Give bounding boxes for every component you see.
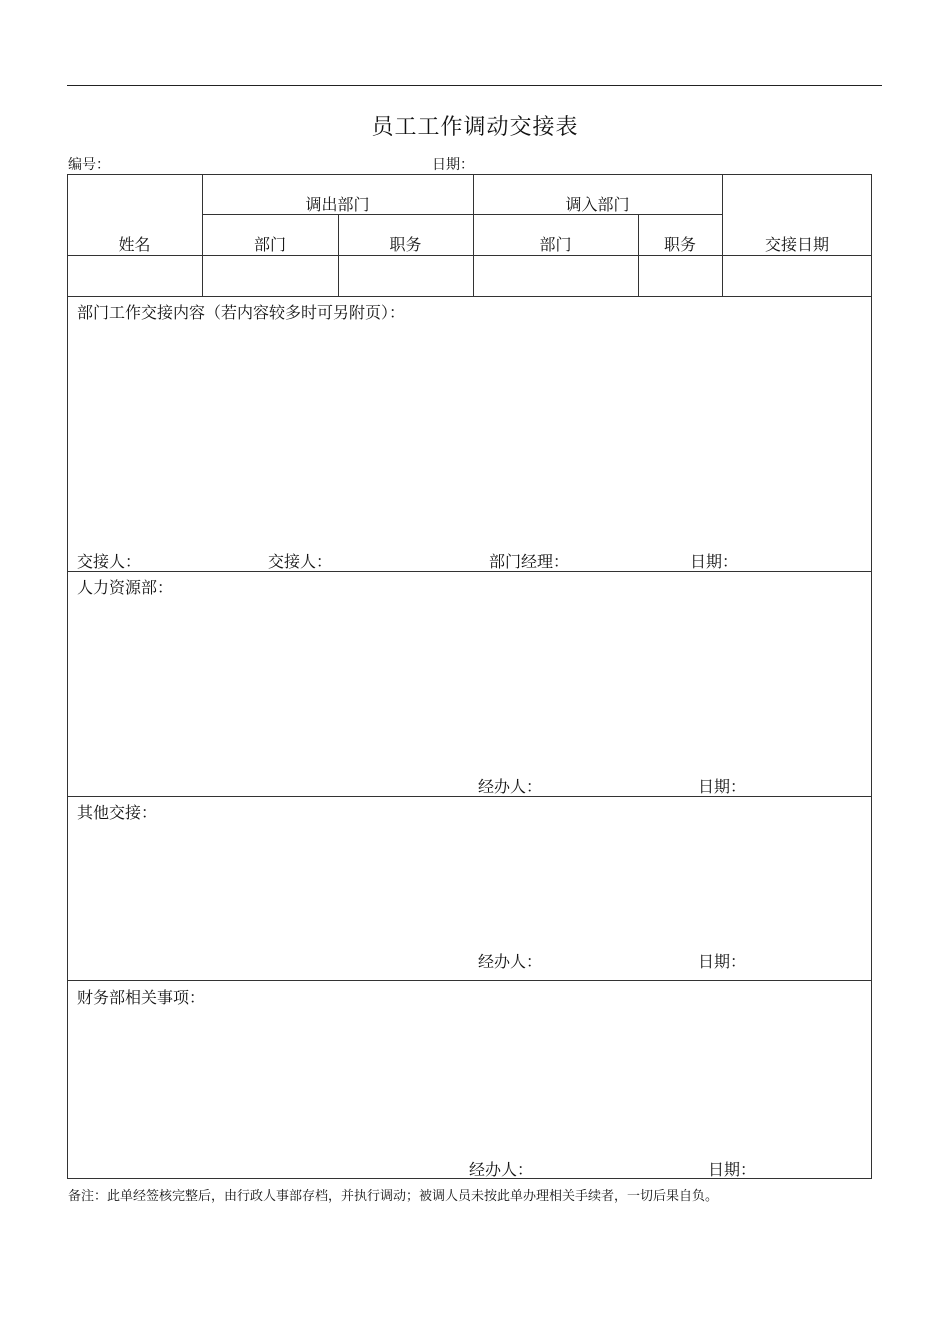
- dept-handover-date-label: 日期：: [690, 552, 739, 571]
- name-input-cell[interactable]: [68, 256, 201, 295]
- header-out-department: 部门: [253, 235, 286, 254]
- finance-content-area[interactable]: [68, 1008, 871, 1153]
- number-label: 编号：: [68, 157, 110, 173]
- dept-handover-label: 部门工作交接内容（若内容较多时可另附页）：: [77, 303, 406, 322]
- in-position-input-cell[interactable]: [639, 256, 721, 295]
- dept-manager-label: 部门经理：: [489, 552, 570, 571]
- handover-person-2-label: 交接人：: [268, 552, 333, 571]
- dept-handover-content-area[interactable]: [68, 322, 871, 544]
- hr-handler-label: 经办人：: [478, 777, 543, 796]
- header-rule: [67, 85, 882, 86]
- other-date-label: 日期：: [698, 952, 747, 971]
- form-title: 员工工作调动交接表: [371, 115, 579, 140]
- finance-date-label: 日期：: [708, 1160, 757, 1179]
- section-divider: [67, 571, 872, 572]
- hr-content-area[interactable]: [68, 598, 871, 768]
- finance-label: 财务部相关事项：: [77, 988, 206, 1007]
- date-label: 日期：: [432, 157, 474, 173]
- other-label: 其他交接：: [77, 803, 158, 822]
- header-in-position: 职务: [663, 235, 696, 254]
- section-divider: [67, 796, 872, 797]
- footer-note: 备注：此单经签核完整后，由行政人事部存档，并执行调动；被调人员未按此单办理相关手续者，一切后果自负。: [68, 1189, 719, 1204]
- other-content-area[interactable]: [68, 823, 871, 943]
- other-handler-label: 经办人：: [478, 952, 543, 971]
- header-in-department: 部门: [539, 235, 572, 254]
- header-transfer-in: 调入部门: [565, 195, 630, 214]
- header-handover-date: 交接日期: [764, 235, 829, 254]
- handover-person-1-label: 交接人：: [77, 552, 142, 571]
- out-position-input-cell[interactable]: [339, 256, 472, 295]
- handover-date-input-cell[interactable]: [723, 256, 871, 295]
- finance-handler-label: 经办人：: [469, 1160, 534, 1179]
- header-transfer-out: 调出部门: [305, 195, 370, 214]
- hr-date-label: 日期：: [698, 777, 747, 796]
- header-name: 姓名: [118, 235, 151, 254]
- out-department-input-cell[interactable]: [203, 256, 337, 295]
- in-department-input-cell[interactable]: [474, 256, 637, 295]
- row-bottom-line: [67, 296, 872, 297]
- section-divider: [67, 980, 872, 981]
- hr-label: 人力资源部：: [77, 578, 174, 597]
- header-out-position: 职务: [389, 235, 422, 254]
